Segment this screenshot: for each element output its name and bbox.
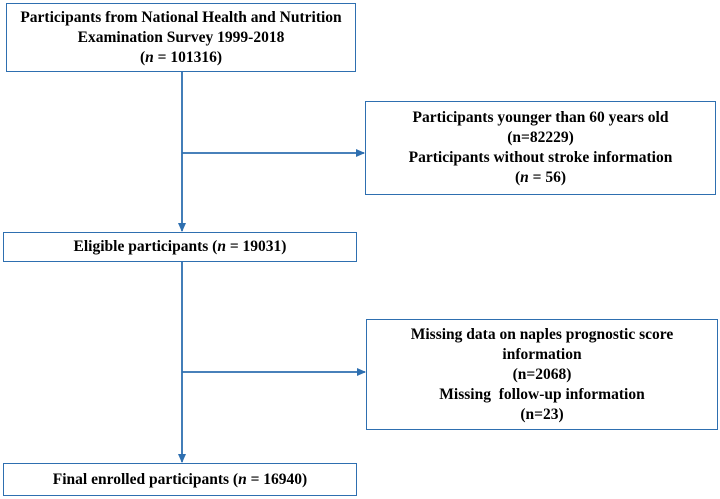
exclusion1-line3: Participants without stroke information: [408, 149, 673, 166]
final-text: Final enrolled participants (n = 16940): [52, 470, 308, 488]
final-box: [3, 463, 357, 496]
exclusion1-line2: (n=82229): [507, 129, 574, 146]
eligible-box: [3, 232, 357, 262]
source-box: [6, 3, 356, 72]
exclusion2-line4: Missing follow-up information: [439, 385, 645, 403]
source-line1: Participants from National Health and Nutrition: [20, 8, 342, 26]
exclusion2-line2: information: [502, 345, 582, 363]
exclusion1-line1: Participants younger than 60 years old: [412, 109, 669, 126]
source-count: (n = 101316): [139, 48, 223, 66]
source-line2: Examination Survey 1999-2018: [77, 28, 285, 46]
exclusion2-line5: (n=23): [520, 405, 564, 423]
exclusion2-line1: Missing data on naples prognostic score: [410, 325, 674, 343]
eligible-text: Eligible participants (n = 19031): [73, 238, 287, 255]
exclusion2-line3: (n=2068): [512, 365, 572, 383]
exclusion-box-1: [365, 101, 716, 195]
exclusion1-count: (n = 56): [514, 169, 567, 186]
exclusion-box-2: [366, 319, 718, 430]
